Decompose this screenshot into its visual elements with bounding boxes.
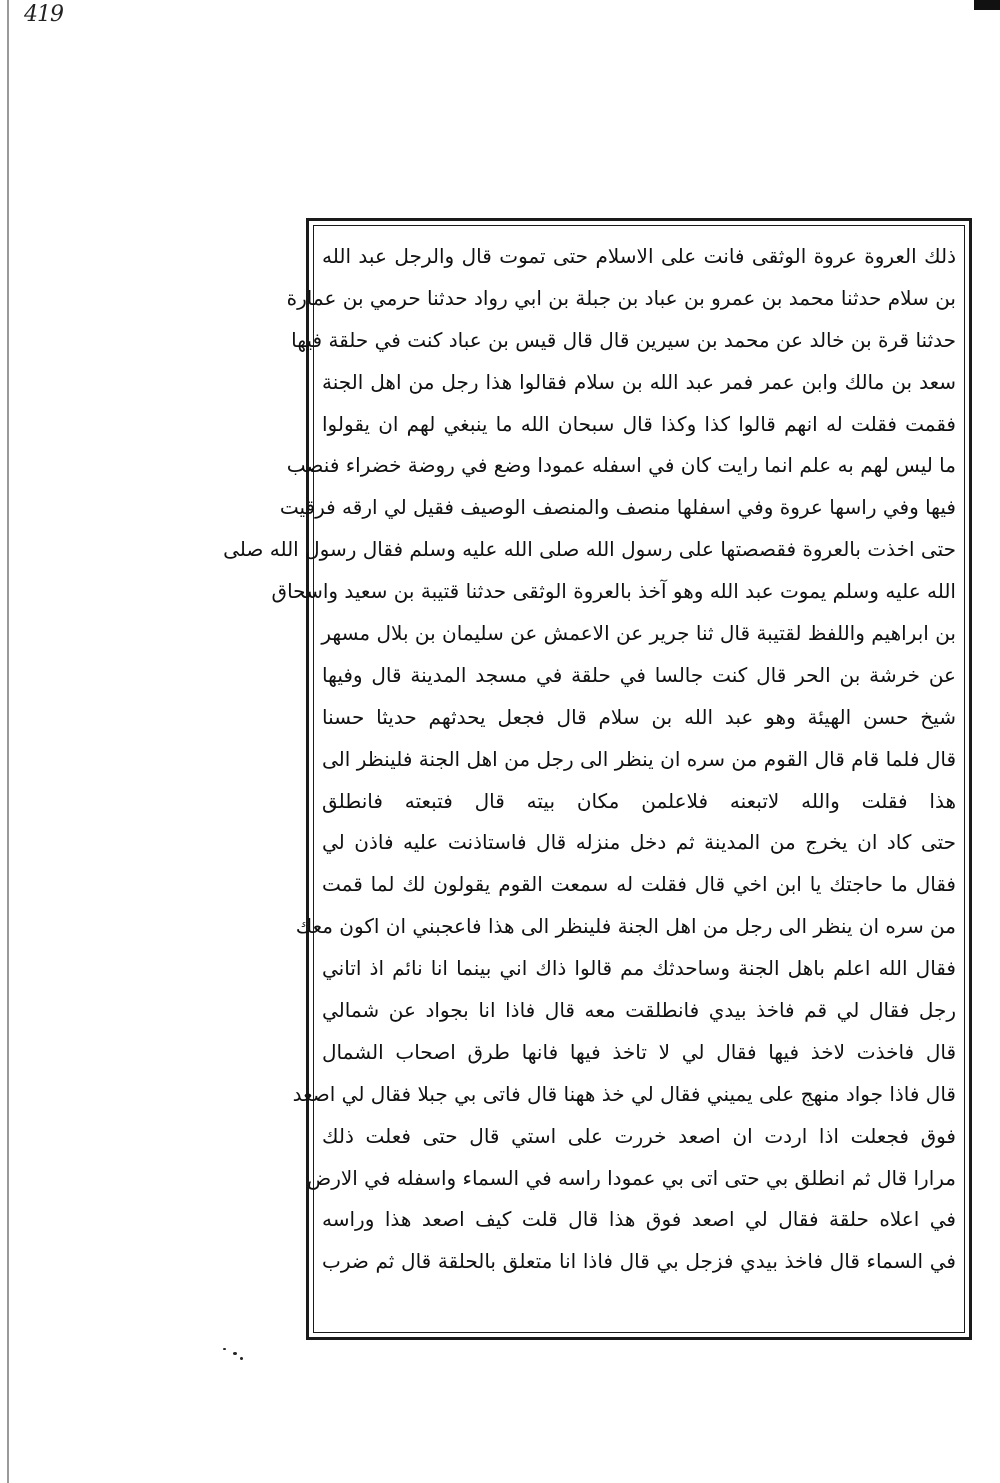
text-line: حدثنا قرة بن خالد عن محمد بن سيرين قال قال قيس بن عباد كنت في حلقة فيها — [291, 327, 956, 352]
text-line: بن ابراهيم واللفظ لقتيبة قال ثنا جرير عن الاعمش عن سليمان بن بلال مسهر — [321, 621, 956, 646]
ink-speck — [240, 1357, 243, 1360]
text-line: قال فلما قام قال القوم من سره ان ينظر الى رجل من اهل الجنة فلينظر الى — [322, 746, 956, 771]
text-line: سعد بن مالك وابن عمر فمر عبد الله بن سلام فقالوا هذا رجل من اهل الجنة — [322, 369, 956, 394]
ink-speck — [223, 1348, 226, 1350]
text-line: رجل فقال لي قم فاخذ بيدي فانطلقت معه قال فاذا انا بجواد عن شمالي — [322, 998, 956, 1023]
ink-speck — [233, 1352, 237, 1355]
text-line: فيها وفي راسها عروة وفي اسفلها منصف والمنصف الوصيف فقيل لي ارقه فرقيت — [279, 495, 956, 520]
text-line: فقمت فقلت له انهم قالوا كذا وكذا قال سبحان الله ما ينبغي لهم ان يقولوا — [322, 411, 956, 436]
text-line: حتى اخذت بالعروة فقصصتها على رسول الله صلى الله عليه وسلم فقال رسول الله صلى — [223, 537, 956, 562]
text-line: ما ليس لهم به علم انما رايت كان في اسفله عمودا وضع في روضة خضراء فنصب — [286, 453, 956, 478]
text-line: فوق فجعلت اذا اردت ان اصعد خررت على استي قال حتى فعلت ذلك — [322, 1123, 956, 1148]
text-line: في السماء قال فاخذ بيدي فزجل بي قال فاذا انا متعلق بالحلقة قال ثم ضرب — [322, 1249, 956, 1274]
text-line: هذا فقلت والله لاتبعنه فلاعلمن مكان بيته قال فتبعته فانطلق — [322, 788, 956, 813]
text-line: حتى كاد ان يخرج من المدينة ثم دخل منزله قال فاستاذنت عليه فاذن لي — [322, 830, 956, 855]
binding-edge — [7, 0, 9, 1483]
text-line: الله عليه وسلم يموت عبد الله وهو آخذ بالعروة الوثقى حدثنا قتيبة بن سعيد واسحاق — [271, 579, 956, 604]
manuscript-text — [223, 236, 956, 1326]
text-line: ذلك العروة عروة الوثقى فانت على الاسلام حتى تموت قال والرجل عبد الله — [322, 244, 956, 268]
text-line: فقال ما حاجتك يا ابن اخي قال فقلت له سمعت القوم يقولون لك لما قمت — [322, 872, 956, 897]
text-line: من سره ان ينظر الى رجل من اهل الجنة فلينظر الى هذا فاعجبني ان اكون معك — [295, 914, 956, 939]
text-line: بن سلام حدثنا محمد بن عمرو بن عباد بن جبلة بن ابي رواد حدثنا حرمي بن عمارة — [286, 285, 956, 310]
text-line: فقال الله اعلم باهل الجنة وساحدثك مم قالوا ذاك اني بينما انا نائم اذ اتاني — [322, 956, 956, 981]
page-number: 419 — [24, 2, 63, 27]
text-line: عن خرشة بن الحر قال كنت جالسا في حلقة في مسجد المدينة قال وفيها — [322, 662, 956, 687]
text-line: قال فاخذت لاخذ فيها فقال لي لا تاخذ فيها فانها طرق اصحاب الشمال — [322, 1039, 956, 1064]
text-line: قال فاذا جواد منهج على يميني فقال لي خذ ههنا قال فاتى بي جبلا فقال لي اصعد — [292, 1081, 956, 1106]
corner-mark — [974, 0, 1000, 10]
text-line: شيخ حسن الهيئة وهو عبد الله بن سلام قال فجعل يحدثهم حديثا حسنا — [322, 704, 956, 729]
text-line: في اعلاه حلقة فقال لي اصعد فوق هذا قال قلت كيف اصعد هذا وراسه — [322, 1207, 956, 1232]
text-line: مرارا قال ثم انطلق بي حتى اتى بي عمودا راسه في السماء واسفله في الارض — [307, 1165, 956, 1190]
